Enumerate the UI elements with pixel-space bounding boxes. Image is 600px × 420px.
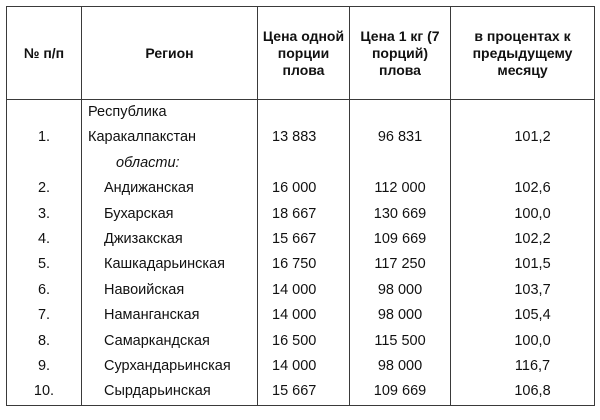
- row-percent: 102,2: [451, 227, 595, 252]
- row-portion-price: 14 000: [258, 354, 350, 379]
- column-header-num: № п/п: [7, 7, 82, 100]
- row-percent: 101,5: [451, 252, 595, 277]
- table-row: [7, 252, 595, 277]
- row-number: [7, 100, 82, 126]
- row-kg-price: [350, 100, 451, 126]
- row-percent: 103,7: [451, 278, 595, 303]
- row-region: Джизакская: [82, 227, 258, 252]
- row-number: 8.: [7, 329, 82, 354]
- table-row: [7, 100, 595, 126]
- row-number: 6.: [7, 278, 82, 303]
- row-region: области:: [82, 151, 258, 176]
- row-region: Республика: [82, 100, 258, 126]
- row-portion-price: 16 000: [258, 176, 350, 201]
- row-percent: 100,0: [451, 329, 595, 354]
- table-row: [7, 379, 595, 405]
- row-region: Бухарская: [82, 202, 258, 227]
- row-kg-price: 130 669: [350, 202, 451, 227]
- row-kg-price: 98 000: [350, 354, 451, 379]
- column-header-percent: в процентах к предыдущему месяцу: [451, 7, 595, 100]
- table-row: [7, 329, 595, 354]
- row-percent: 106,8: [451, 379, 595, 405]
- row-number: [7, 151, 82, 176]
- row-portion-price: 16 750: [258, 252, 350, 277]
- row-region: Наманганская: [82, 303, 258, 328]
- row-region: Андижанская: [82, 176, 258, 201]
- row-region: Самаркандская: [82, 329, 258, 354]
- row-kg-price: 109 669: [350, 227, 451, 252]
- row-portion-price: 18 667: [258, 202, 350, 227]
- row-portion-price: 14 000: [258, 278, 350, 303]
- row-kg-price: 117 250: [350, 252, 451, 277]
- row-percent: [451, 100, 595, 126]
- column-header-portion-price: Цена одной порции плова: [258, 7, 350, 100]
- row-kg-price: 109 669: [350, 379, 451, 405]
- row-percent: [451, 151, 595, 176]
- row-number: 3.: [7, 202, 82, 227]
- row-kg-price: 96 831: [350, 125, 451, 150]
- row-number: 7.: [7, 303, 82, 328]
- row-number: 2.: [7, 176, 82, 201]
- table-row: [7, 227, 595, 252]
- table-row: [7, 176, 595, 201]
- row-kg-price: 98 000: [350, 303, 451, 328]
- table-header-row: [7, 7, 595, 100]
- table-row: [7, 125, 595, 150]
- column-header-region: Регион: [82, 7, 258, 100]
- table-row: [7, 151, 595, 176]
- row-portion-price: [258, 151, 350, 176]
- price-table: [6, 6, 595, 406]
- row-region: Навоийская: [82, 278, 258, 303]
- row-percent: 116,7: [451, 354, 595, 379]
- row-portion-price: 14 000: [258, 303, 350, 328]
- row-region: Кашкадарьинская: [82, 252, 258, 277]
- row-number: 4.: [7, 227, 82, 252]
- row-percent: 105,4: [451, 303, 595, 328]
- table-row: [7, 354, 595, 379]
- row-portion-price: 16 500: [258, 329, 350, 354]
- row-portion-price: 15 667: [258, 379, 350, 405]
- row-number: 10.: [7, 379, 82, 405]
- row-portion-price: [258, 100, 350, 126]
- row-kg-price: [350, 151, 451, 176]
- row-region: Сырдарьинская: [82, 379, 258, 405]
- row-region: Каракалпакстан: [82, 125, 258, 150]
- row-kg-price: 112 000: [350, 176, 451, 201]
- row-number: 1.: [7, 125, 82, 150]
- table-row: [7, 278, 595, 303]
- row-number: 5.: [7, 252, 82, 277]
- row-number: 9.: [7, 354, 82, 379]
- row-portion-price: 15 667: [258, 227, 350, 252]
- row-percent: 101,2: [451, 125, 595, 150]
- row-percent: 102,6: [451, 176, 595, 201]
- row-percent: 100,0: [451, 202, 595, 227]
- table-row: [7, 202, 595, 227]
- column-header-kg-price: Цена 1 кг (7 порций) плова: [350, 7, 451, 100]
- row-portion-price: 13 883: [258, 125, 350, 150]
- row-kg-price: 115 500: [350, 329, 451, 354]
- row-region: Сурхандарьинская: [82, 354, 258, 379]
- table-row: [7, 303, 595, 328]
- row-kg-price: 98 000: [350, 278, 451, 303]
